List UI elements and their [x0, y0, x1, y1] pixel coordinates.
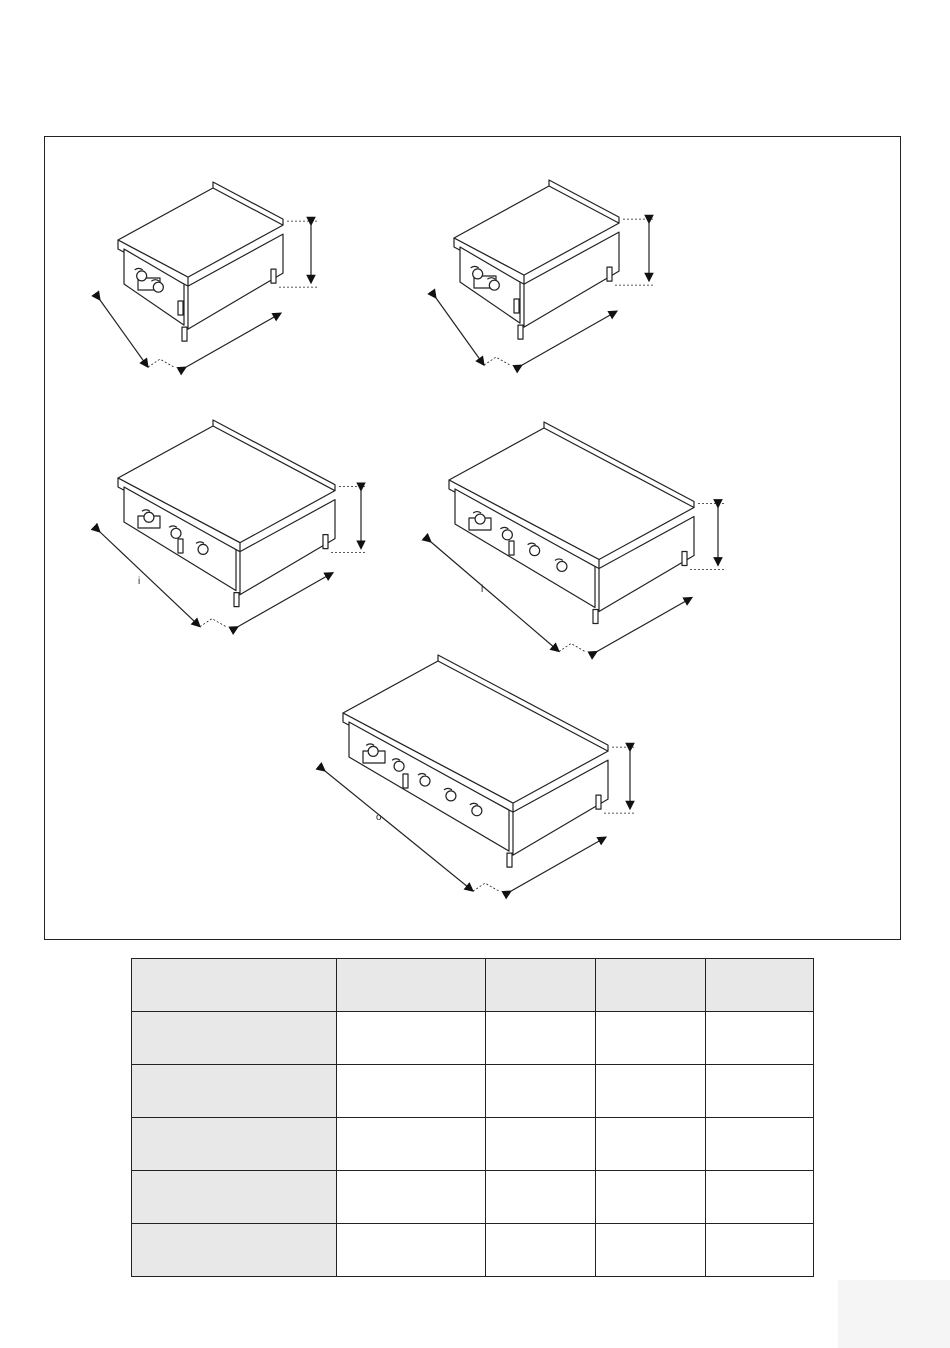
griddle-medium [100, 420, 367, 627]
knob-icon [144, 512, 154, 522]
table-row [132, 1118, 814, 1171]
table-cell [337, 1171, 486, 1224]
table-cell [706, 1118, 814, 1171]
knob-icon [472, 806, 482, 816]
table-cell [337, 1065, 486, 1118]
table-row [132, 1065, 814, 1118]
knob-icon [473, 269, 483, 279]
knob-icon [475, 514, 485, 524]
knob-icon [153, 282, 163, 292]
table-cell [596, 1012, 706, 1065]
table-cell [337, 1118, 486, 1171]
table-cell [706, 1224, 814, 1277]
table-cell [596, 1171, 706, 1224]
table-cell [706, 1012, 814, 1065]
table-cell [706, 1171, 814, 1224]
griddle-xlarge [325, 655, 636, 891]
table-cell [132, 1224, 337, 1277]
knob-icon [394, 761, 404, 771]
table-cell [596, 1118, 706, 1171]
table-cell [486, 1118, 596, 1171]
table-cell [596, 1224, 706, 1277]
table-row [132, 1171, 814, 1224]
dimension-label-1: i [138, 576, 141, 587]
knob-icon [368, 746, 378, 756]
table-header-cell [596, 959, 706, 1012]
table-cell [132, 1012, 337, 1065]
table-header-cell [706, 959, 814, 1012]
griddle-large [431, 422, 724, 652]
specification-table [131, 958, 814, 1277]
table-row [132, 1224, 814, 1277]
table-cell [486, 1171, 596, 1224]
knob-icon [137, 271, 147, 281]
table-cell [486, 1012, 596, 1065]
table-cell [706, 1065, 814, 1118]
knob-icon [530, 546, 540, 556]
dimension-label-2: l [481, 584, 484, 595]
knob-icon [557, 561, 567, 571]
table-cell [337, 1224, 486, 1277]
griddle-small-1 [100, 182, 317, 367]
table-cell [596, 1065, 706, 1118]
table-header-cell [486, 959, 596, 1012]
dimension-label-3: o [376, 812, 382, 823]
table-cell [132, 1065, 337, 1118]
table-cell [486, 1065, 596, 1118]
table-row [132, 959, 814, 1012]
table-header-cell [132, 959, 337, 1012]
table-row [132, 1012, 814, 1065]
knob-icon [420, 776, 430, 786]
table-header-cell [337, 959, 486, 1012]
table-cell [132, 1171, 337, 1224]
table-cell [132, 1118, 337, 1171]
griddle-small-2 [436, 180, 655, 365]
knob-icon [171, 528, 181, 538]
knob-icon [198, 544, 208, 554]
table-cell [486, 1224, 596, 1277]
knob-icon [502, 530, 512, 540]
knob-icon [489, 280, 499, 290]
table-cell [337, 1012, 486, 1065]
knob-icon [446, 791, 456, 801]
